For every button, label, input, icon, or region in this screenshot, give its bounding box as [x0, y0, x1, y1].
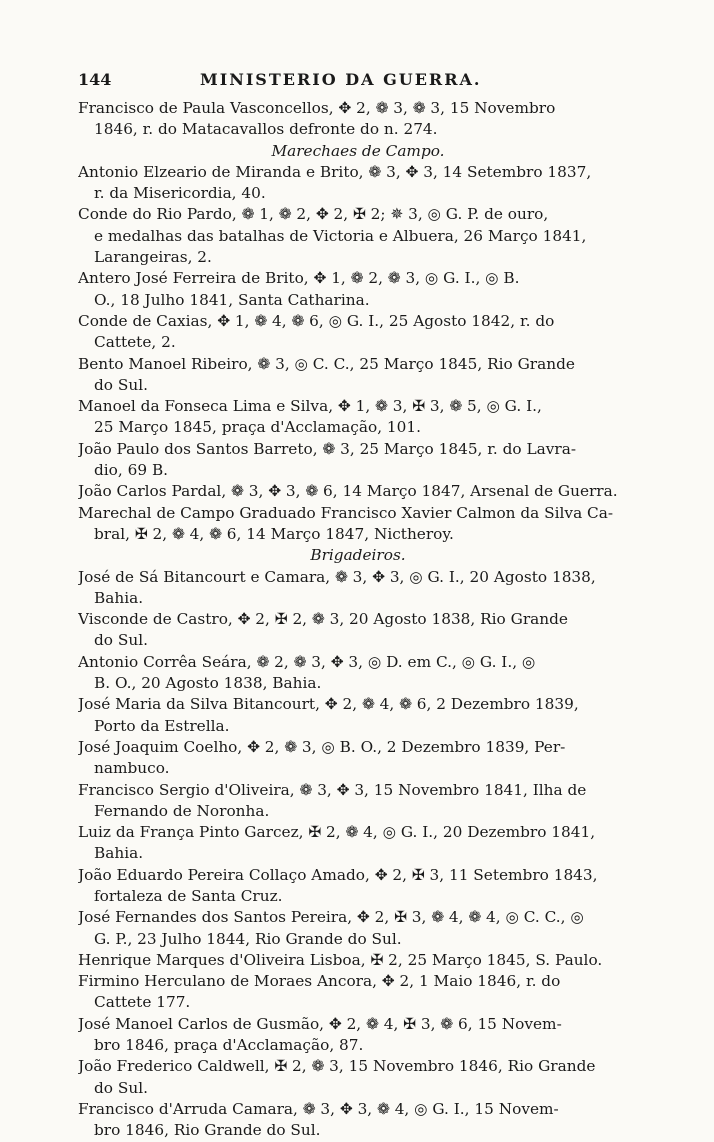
- entry-line: Francisco d'Arruda Camara, ❁ 3, ✥ 3, ❁ 4, ◎ G. I., 15 Novem-: [78, 1099, 559, 1118]
- officer-entry: [78, 652, 638, 695]
- officer-entry: [78, 481, 638, 502]
- entry-line: r. da Misericordia, 40.: [94, 184, 266, 203]
- entry-line: José Manoel Carlos de Gusmão, ✥ 2, ❁ 4, ✠ 3, ❁ 6, 15 Novem-: [78, 1014, 562, 1033]
- entry-line: Conde de Caxias, ✥ 1, ❁ 4, ❁ 6, ◎ G. I., 25 Agosto 1842, r. do: [78, 311, 555, 330]
- entry-line: Marechal de Campo Graduado Francisco Xavier Calmon da Silva Ca-: [78, 503, 614, 522]
- entry-line: bral, ✠ 2, ❁ 4, ❁ 6, 14 Março 1847, Nictheroy.: [94, 524, 454, 543]
- officer-entry: [78, 98, 638, 141]
- officer-entry: [78, 567, 638, 610]
- entry-line: Manoel da Fonseca Lima e Silva, ✥ 1, ❁ 3, ✠ 3, ❁ 5, ◎ G. I.,: [78, 397, 542, 416]
- entry-line: Luiz da França Pinto Garcez, ✠ 2, ❁ 4, ◎ G. I., 20 Dezembro 1841,: [78, 823, 596, 842]
- entry-line: 1846, r. do Matacavallos defronte do n. 274.: [94, 120, 438, 139]
- officer-entry: [78, 268, 638, 311]
- entry-line: G. P., 23 Julho 1844, Rio Grande do Sul.: [94, 929, 402, 948]
- entry-line: Porto da Estrella.: [94, 716, 230, 735]
- entry-line: João Carlos Pardal, ❁ 3, ✥ 3, ❁ 6, 14 Março 1847, Arsenal de Guerra.: [78, 482, 618, 501]
- officer-entry: [78, 971, 638, 1014]
- entry-line: dio, 69 B.: [94, 461, 169, 480]
- page-number: 144: [78, 70, 112, 89]
- officer-entry: [78, 950, 638, 971]
- officer-entry: [78, 694, 638, 737]
- entry-line: 25 Março 1845, praça d'Acclamação, 101.: [94, 418, 421, 437]
- entry-line: Visconde de Castro, ✥ 2, ✠ 2, ❁ 3, 20 Agosto 1838, Rio Grande: [78, 610, 568, 629]
- entry-line: Henrique Marques d'Oliveira Lisboa, ✠ 2, 25 Março 1845, S. Paulo.: [78, 950, 603, 969]
- officer-entry: [78, 1014, 638, 1057]
- officer-entry: [78, 822, 638, 865]
- page-body: [78, 98, 638, 1142]
- entry-line: José Fernandes dos Santos Pereira, ✥ 2, ✠ 3, ❁ 4, ❁ 4, ◎ C. C., ◎: [78, 908, 584, 927]
- entry-line: bro 1846, praça d'Acclamação, 87.: [94, 1036, 364, 1055]
- officer-entry: [78, 503, 638, 546]
- officer-entry: [78, 780, 638, 823]
- page-header: [78, 70, 638, 94]
- entry-line: Cattete 177.: [94, 993, 191, 1012]
- entry-line: Conde do Rio Pardo, ❁ 1, ❁ 2, ✥ 2, ✠ 2; ✵ 3, ◎ G. P. de ouro,: [78, 205, 549, 224]
- entry-line: do Sul.: [94, 375, 148, 394]
- entry-line: José Maria da Silva Bitancourt, ✥ 2, ❁ 4, ❁ 6, 2 Dezembro 1839,: [78, 695, 579, 714]
- entry-line: José de Sá Bitancourt e Camara, ❁ 3, ✥ 3, ◎ G. I., 20 Agosto 1838,: [78, 567, 596, 586]
- entry-line: João Frederico Caldwell, ✠ 2, ❁ 3, 15 Novembro 1846, Rio Grande: [78, 1057, 596, 1076]
- officer-entry: [78, 354, 638, 397]
- entry-line: Bahia.: [94, 844, 144, 863]
- officer-entry: [78, 737, 638, 780]
- entry-line: José Joaquim Coelho, ✥ 2, ❁ 3, ◎ B. O., 2 Dezembro 1839, Per-: [78, 737, 566, 756]
- entry-line: Antero José Ferreira de Brito, ✥ 1, ❁ 2, ❁ 3, ◎ G. I., ◎ B.: [78, 269, 520, 288]
- running-title: MINISTERIO DA GUERRA.: [200, 70, 482, 89]
- entry-line: Antonio Corrêa Seára, ❁ 2, ❁ 3, ✥ 3, ◎ D. em C., ◎ G. I., ◎: [78, 652, 536, 671]
- entry-line: João Eduardo Pereira Collaço Amado, ✥ 2, ✠ 3, 11 Setembro 1843,: [78, 865, 598, 884]
- entry-line: Antonio Elzeario de Miranda e Brito, ❁ 3, ✥ 3, 14 Setembro 1837,: [78, 162, 592, 181]
- officer-entry: [78, 204, 638, 268]
- section-heading: Marechaes de Campo.: [271, 141, 445, 160]
- entry-line: B. O., 20 Agosto 1838, Bahia.: [94, 674, 322, 693]
- entry-line: Bahia.: [94, 588, 144, 607]
- entry-line: do Sul.: [94, 1078, 148, 1097]
- officer-entry: [78, 865, 638, 908]
- officer-entry: [78, 396, 638, 439]
- officer-entry: [78, 162, 638, 205]
- entry-line: do Sul.: [94, 631, 148, 650]
- entry-line: Cattete, 2.: [94, 333, 176, 352]
- entry-line: O., 18 Julho 1841, Santa Catharina.: [94, 290, 370, 309]
- officer-entry: [78, 1099, 638, 1142]
- entry-line: Larangeiras, 2.: [94, 248, 212, 267]
- entry-line: fortaleza de Santa Cruz.: [94, 886, 283, 905]
- officer-entry: [78, 1056, 638, 1099]
- entry-line: Francisco de Paula Vasconcellos, ✥ 2, ❁ 3, ❁ 3, 15 Novembro: [78, 99, 556, 117]
- officer-entry: [78, 439, 638, 482]
- officer-entry: [78, 609, 638, 652]
- entry-line: Bento Manoel Ribeiro, ❁ 3, ◎ C. C., 25 Março 1845, Rio Grande: [78, 354, 575, 373]
- entry-line: Fernando de Noronha.: [94, 801, 270, 820]
- entry-line: bro 1846, Rio Grande do Sul.: [94, 1121, 321, 1140]
- entry-line: Francisco Sergio d'Oliveira, ❁ 3, ✥ 3, 15 Novembro 1841, Ilha de: [78, 780, 587, 799]
- officer-entry: [78, 907, 638, 950]
- entry-line: Firmino Herculano de Moraes Ancora, ✥ 2, 1 Maio 1846, r. do: [78, 972, 561, 991]
- entry-line: João Paulo dos Santos Barreto, ❁ 3, 25 Março 1845, r. do Lavra-: [78, 439, 577, 458]
- entry-line: nambuco.: [94, 759, 170, 778]
- officer-entry: [78, 311, 638, 354]
- section-heading: Brigadeiros.: [310, 546, 406, 565]
- entry-line: e medalhas das batalhas de Victoria e Albuera, 26 Março 1841,: [94, 226, 587, 245]
